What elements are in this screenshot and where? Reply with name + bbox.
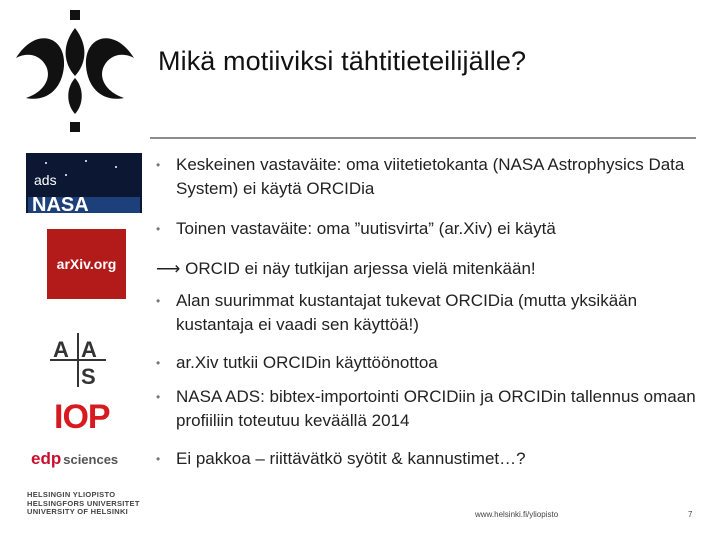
slide-title: Mikä motiiviksi tähtitieteilijälle?: [158, 46, 527, 76]
university-name-sv: HELSINGFORS UNIVERSITET: [27, 498, 140, 508]
footer-url: www.helsinki.fi/yliopisto: [475, 510, 559, 519]
edp-sciences-logo: [31, 446, 133, 472]
bullet-marker: •: [156, 222, 161, 236]
ads-logo-graphic: [26, 153, 142, 213]
conclusion-line: [156, 257, 704, 281]
bullet-text: NASA ADS: bibtex-importointi ORCIDiin ja ORCIDin tallennus omaan profiiliin toteutuu keväällä 2014: [176, 387, 696, 430]
arxiv-logo-text: arXiv.org: [56, 256, 117, 272]
sciences-logo-text: sciences: [63, 451, 119, 467]
conclusion-text: ⟶ ORCID ei näy tutkijan arjessa vielä mitenkään!: [156, 259, 536, 278]
iop-logo: IOP: [54, 398, 110, 436]
bullet-item: [156, 289, 704, 337]
bullet-marker: •: [156, 294, 161, 308]
title-divider: [150, 137, 696, 139]
university-name-fi: HELSINGIN YLIOPISTO: [27, 490, 116, 499]
ads-logo-text: ads: [34, 172, 57, 188]
aas-letter-3: S: [81, 364, 96, 387]
aas-logo: [50, 333, 106, 387]
bullet-item: [156, 447, 704, 471]
arxiv-logo: [47, 229, 126, 299]
university-name: [27, 491, 140, 517]
bullet-text: Toinen vastaväite: oma ”uutisvirta” (ar.Xiv) ei käytä: [176, 219, 556, 238]
aas-letter-2: A: [81, 337, 97, 362]
aas-letter-1: A: [53, 337, 69, 362]
bullet-marker: •: [156, 158, 161, 172]
bullet-text: Alan suurimmat kustantajat tukevat ORCIDia (mutta yksikään kustantaja ei vaadi sen käyttöä!): [176, 291, 638, 334]
bullet-item: [156, 153, 704, 201]
bullet-text: Ei pakkoa – riittävätkö syötit & kannustimet…?: [176, 449, 526, 468]
bullet-text: ar.Xiv tutkii ORCIDin käyttöönottoa: [176, 353, 438, 372]
bullet-item: [156, 385, 704, 433]
university-name-en: UNIVERSITY OF HELSINKI: [27, 507, 129, 516]
bullet-marker: •: [156, 356, 161, 370]
bullet-item: [156, 217, 704, 241]
page-number: 7: [688, 510, 693, 519]
bullet-item: [156, 351, 704, 375]
bullet-marker: •: [156, 452, 161, 466]
nasa-logo-text: NASA: [32, 194, 89, 213]
university-logo-icon: [6, 6, 142, 136]
bullet-marker: •: [156, 390, 161, 404]
nasa-ads-logo: [26, 153, 142, 213]
edp-logo-text: edp: [31, 449, 62, 468]
bullet-text: Keskeinen vastaväite: oma viitetietokanta (NASA Astrophysics Data System) ei käytä ORCIDia: [176, 155, 685, 198]
